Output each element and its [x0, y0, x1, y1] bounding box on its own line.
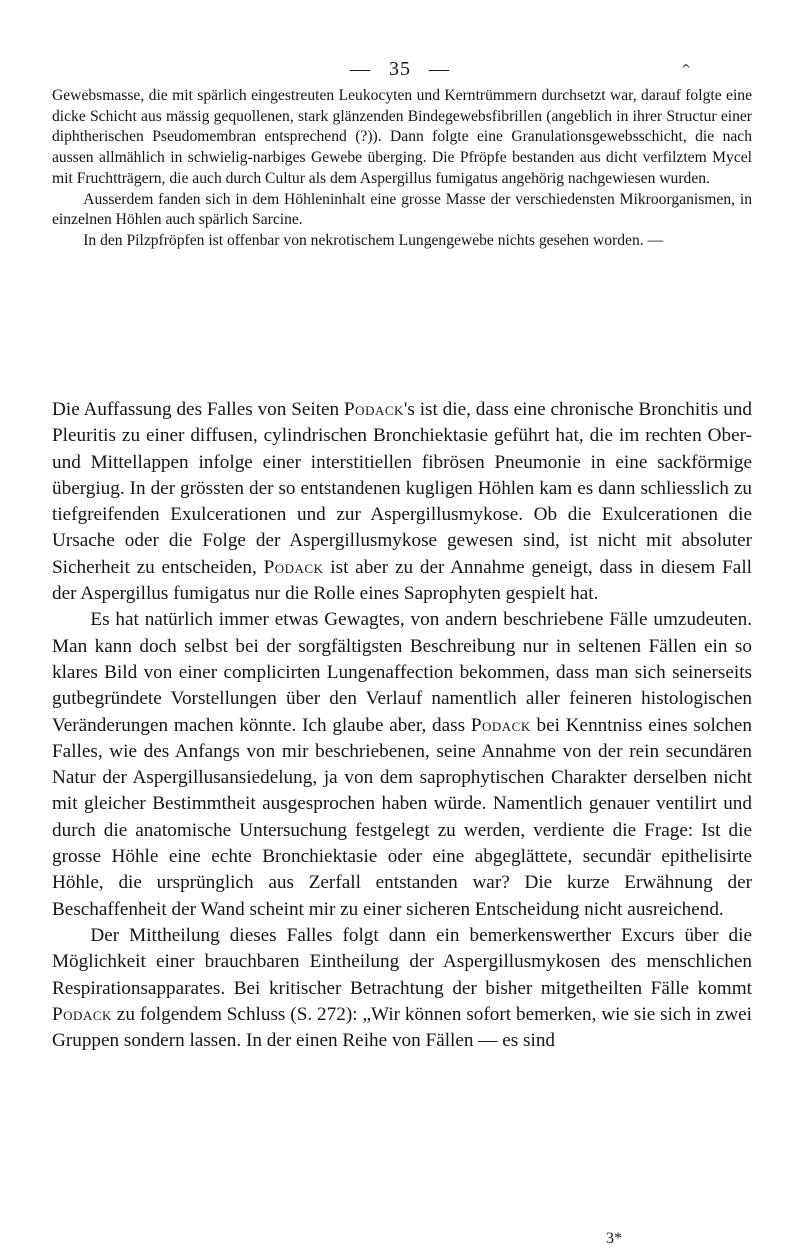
author-name: Podack — [52, 1003, 112, 1025]
page-number: 35 — [389, 58, 411, 80]
author-name: Podack — [263, 556, 324, 578]
paragraph-1-text-b: 's ist die, dass eine chronische Bronchitis und Pleuritis zu einer diffusen, cylindrischen Bronchiektasie geführt hat, die im rechten Ober- und Mittellappen infolge einer interstitiellen fibrösen Pneumonie in eine sackförmige übergiug. In der grössten der so entstandenen kugligen Höhlen kam es dann schliesslich zu tiefgreifenden Exulcerationen und zur Aspergillusmykose. Ob die Exulcerationen die Ursache oder die Folge der Aspergillusmykose gewesen sind, ist nicht mit absoluter Sicherheit zu entscheiden, — [52, 399, 752, 578]
small-paragraph-1: Gewebsmasse, die mit spärlich eingestreuten Leukocyten und Kerntrümmern durchsetzt war, darauf folgte eine dicke Schicht aus mässig gequollenen, stark glänzenden Bindegewebsfibrillen (angeblich in ihrer Structur einer diphtherischen Pseudomembran entsprechend (?)). Dann folgte eine Granulationsgewebsschicht, die nach aussen allmählich in schwielig-narbiges Gewebe überging. Die Pfröpfe bestanden aus dicht verfilztem Mycel mit Fruchtträgern, die auch durch Cultur als dem Aspergillus fumigatus angehörig nachgewiesen wurden. — [52, 87, 752, 187]
small-paragraph-3: In den Pilzpfröpfen ist offenbar von nekrotischem Lungengewebe nichts gesehen worden. — — [83, 231, 664, 249]
header-dash-left: — — [350, 58, 371, 80]
paragraph-3 — [52, 923, 752, 1054]
page-header — [0, 58, 800, 81]
paragraph-1 — [52, 397, 752, 607]
small-paragraph-2: Ausserdem fanden sich in dem Höhleninhalt eine grosse Masse der verschiedensten Mikroorganismen, in einzelnen Höhlen auch spärlich Sarcine. — [52, 190, 752, 229]
author-name: Podack — [470, 714, 531, 736]
paragraph-3-text-a: Der Mittheilung dieses Falles folgt dann ein bemerkenswerther Excurs über die Möglichkeit einer brauchbaren Eintheilung der Aspergillusmykosen des menschlichen Respirationsapparates. Bei kritischer Betrachtung der bisher mitgetheilten Fälle kommt — [52, 924, 752, 999]
paragraph-1-text-a: Die Auffassung des Falles von Seiten — [52, 399, 345, 420]
header-dash-right: — — [429, 58, 450, 80]
paragraph-2-text-b: bei Kenntniss eines solchen Falles, wie des Anfangs von mir beschriebenen, seine Annahme von der rein secundären Natur der Aspergillusansiedelung, ja von dem saprophytischen Charakter derselben nicht mit gleicher Bestimmtheit ausgesprochen haben würde. Namentlich genauer ventilirt und durch die anatomische Untersuchung festgelegt zu werden, verdiente die Frage: Ist die grosse Höhle eine echte Bronchiektasie oder eine abgeglättete, secundär epithelisirte Höhle, die ursprünglich aus Zerfall entstanden war? Die kurze Erwähnung der Beschaffenheit der Wand scheint mir zu einer sicheren Entscheidung nicht ausreichend. — [52, 714, 752, 920]
main-text-section — [52, 397, 752, 1054]
header-mark: ^ — [681, 62, 692, 76]
paragraph-3-text-b: zu folgendem Schluss (S. 272): „Wir können sofort bemerken, wie sie sich in zwei Gruppen sondern lassen. In der einen Reihe von Fällen — es sind — [52, 1003, 752, 1052]
paragraph-2 — [52, 607, 752, 923]
signature-mark: 3* — [606, 1230, 622, 1247]
paragraph-2-text-a: Es hat natürlich immer etwas Gewagtes, von andern beschriebene Fälle umzudeuten. Man kann doch selbst bei der sorgfältigsten Beschreibung nur in seltenen Fällen ein so klares Bild von einer complicirten Lungenaffection bekommen, dass man sich seinerseits gutbegründete Vorstellungen über den Verlauf namentlich aller feineren histologischen Veränderungen machen könnte. Ich glaube aber, dass — [52, 609, 752, 736]
paragraph-1-text-c: ist aber zu der Annahme geneigt, dass in diesem Fall der Aspergillus fumigatus nur die Rolle eines Saprophyten gespielt hat. — [52, 556, 752, 605]
author-name: Podack — [344, 399, 404, 420]
small-print-section — [52, 86, 752, 252]
